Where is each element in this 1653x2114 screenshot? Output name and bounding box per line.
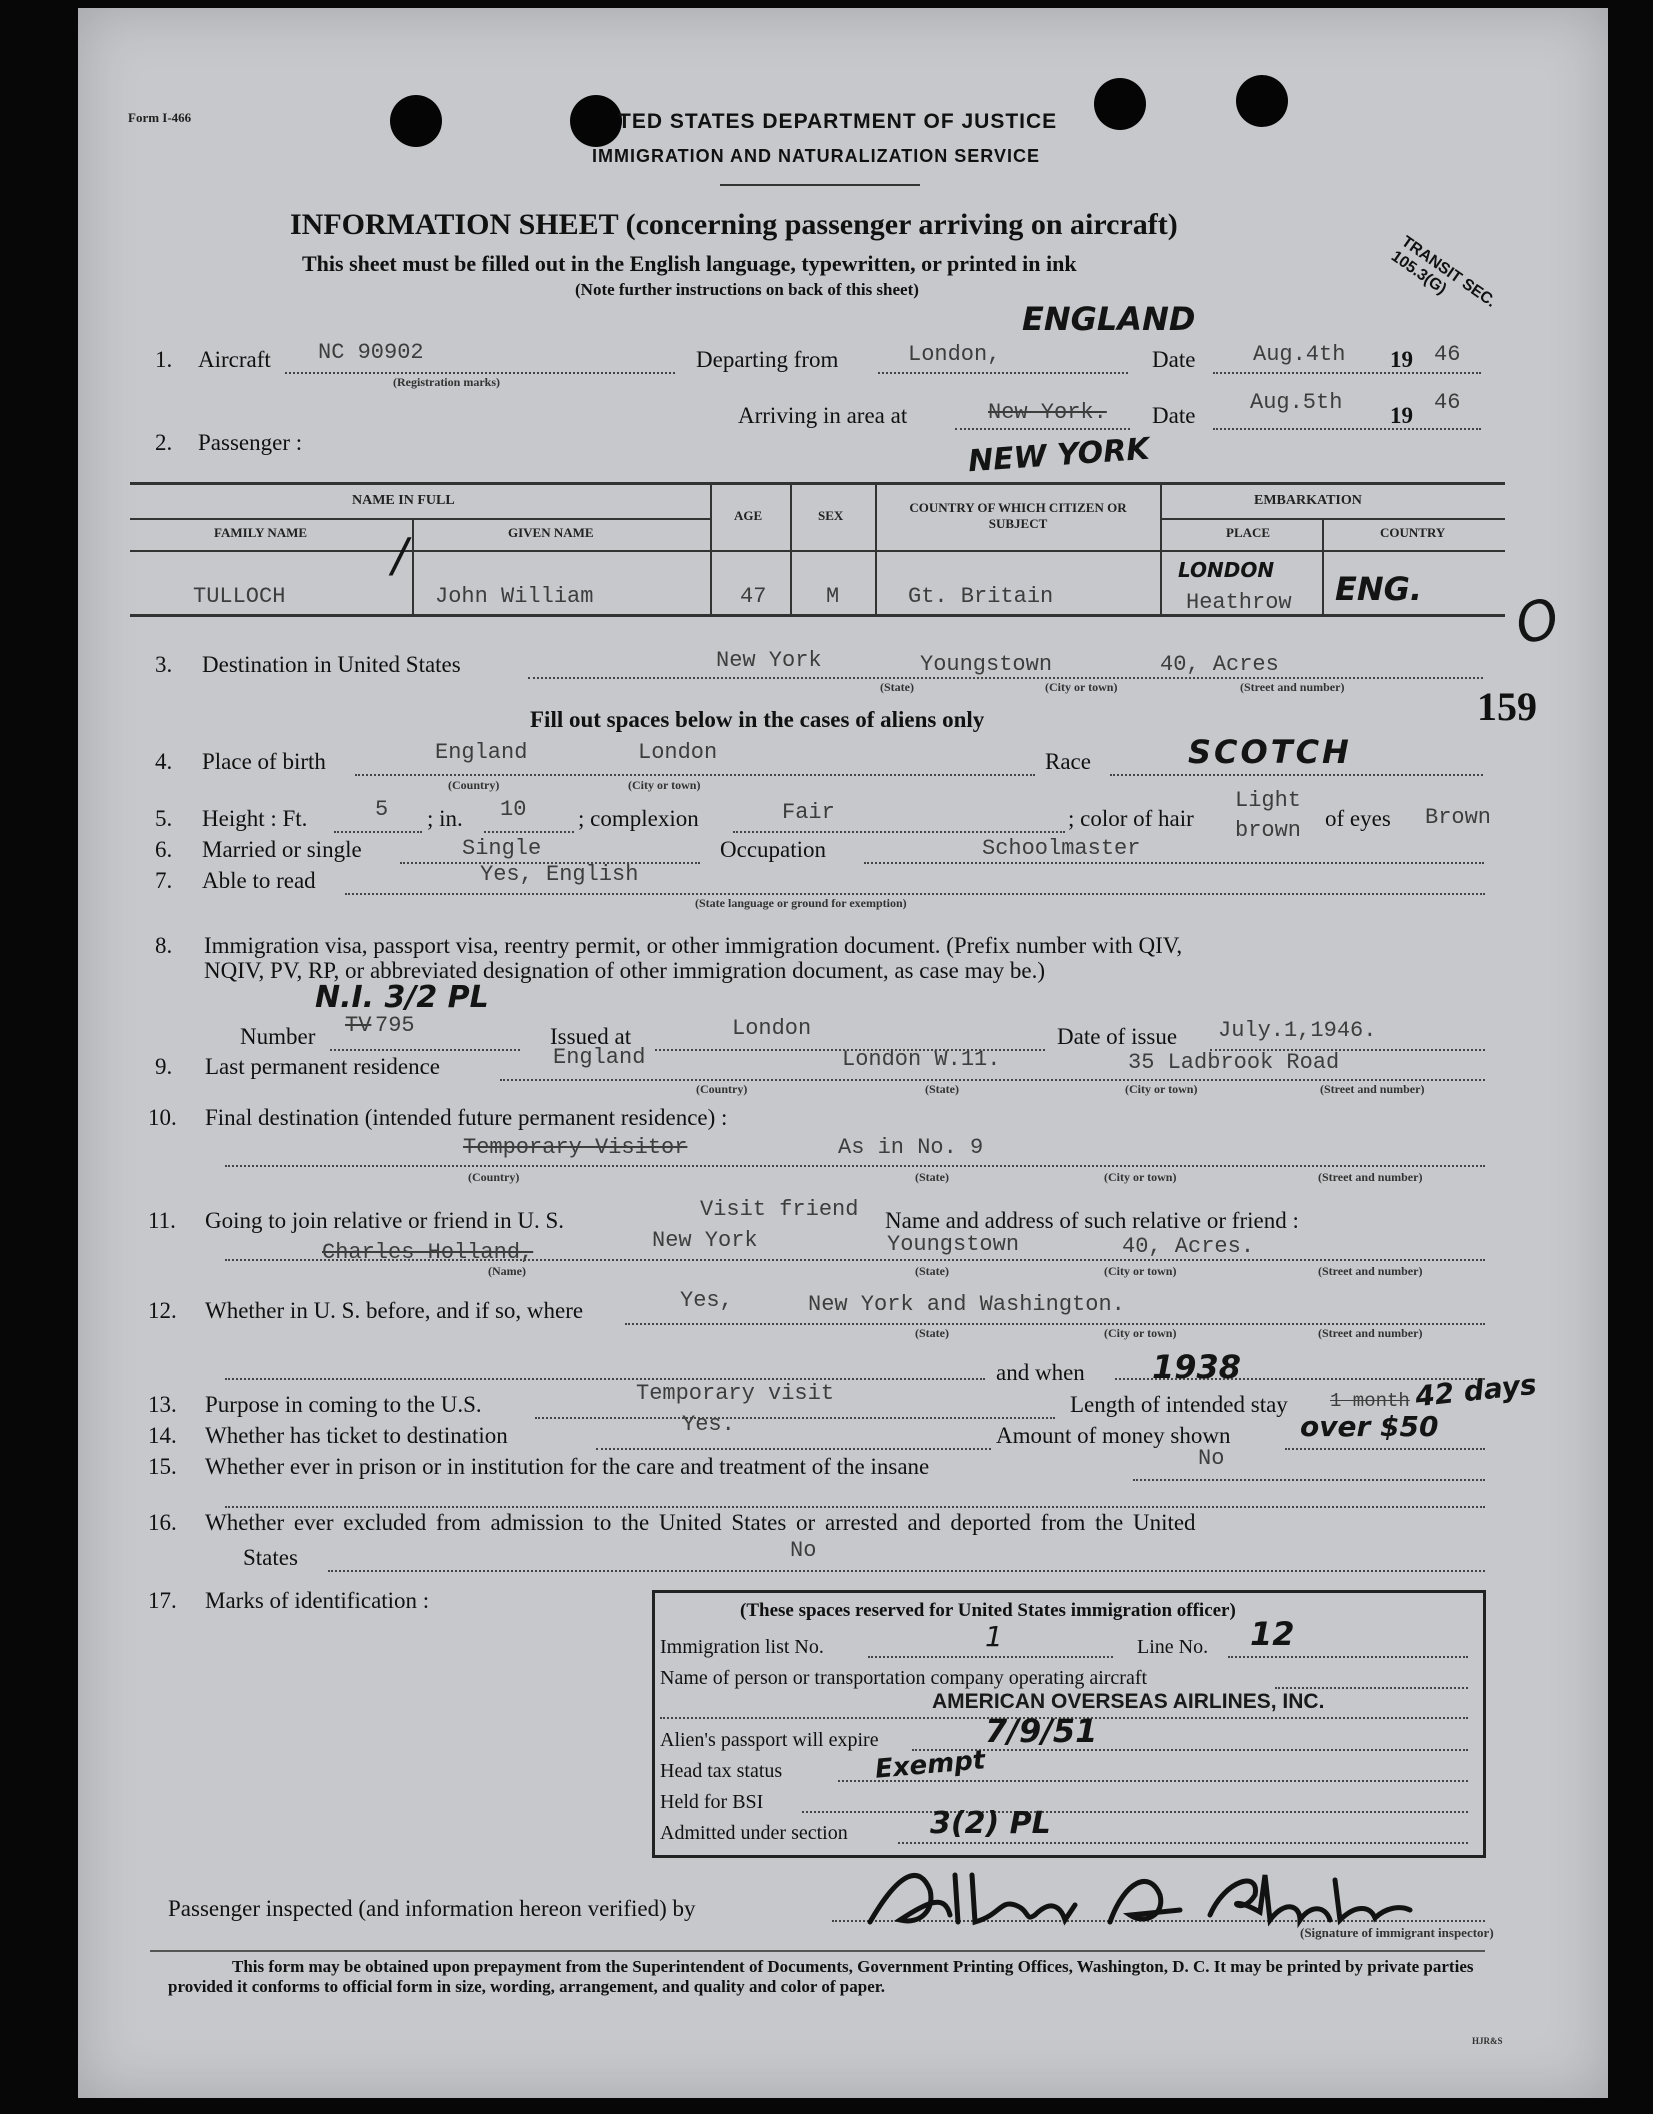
aircraft-label: Aircraft [198,347,271,372]
excluded-value: No [790,1538,817,1563]
doc-handwritten-note: N.I. 3/2 PL [315,980,489,1015]
embarkation-country-value: ENG. [1335,570,1423,608]
department-name: TED STATES DEPARTMENT OF JUSTICE [618,110,1058,133]
city-caption: (City or town) [1125,1082,1198,1096]
form-note: (Note further instructions on back of this sheet) [575,280,919,299]
doc-number-value: 795 [375,1013,415,1038]
service-name: IMMIGRATION AND NATURALIZATION SERVICE [592,146,1040,166]
hair-label: ; color of hair [1068,806,1194,831]
embarkation-header: EMBARKATION [1254,493,1362,508]
sex-header: SEX [818,508,844,523]
transit-stamp: TRANSIT SEC. 105.3(G) [1387,233,1500,311]
footer-text: This form may be obtained upon prepayment from the Superintendent of Documents, Government Printing Offices, Washington, D. C. It may be printed by private parties provided it conforms to official form in size, wording, arrangement, and quality and color of paper. [168,1957,1474,1996]
friend-street: 40, Acres. [1122,1234,1255,1259]
final-destination-struck: Temporary Visitor [463,1135,688,1160]
state-caption: (State) [915,1264,949,1278]
section-value: 3(2) PL [930,1806,1051,1841]
registration-marks-caption: (Registration marks) [393,375,500,389]
arrival-year-value: 46 [1434,390,1461,415]
head-tax-value: Exempt [873,1745,987,1785]
city-caption: (City or town) [1104,1170,1177,1184]
embarkation-country-header: COUNTRY [1380,525,1446,540]
issue-date-label: Date of issue [1057,1024,1178,1049]
state-caption: (State) [925,1082,959,1096]
purpose-label: Purpose in coming to the U.S. [205,1392,482,1417]
money-value: over $50 [1300,1410,1439,1443]
complexion-label: ; complexion [578,806,699,831]
been-before-label: Whether in U. S. before, and if so, where [205,1298,584,1323]
company-label: Name of person or transportation company operating aircraft [660,1667,1148,1689]
state-caption: (State) [915,1170,949,1184]
been-before-value: Yes, [680,1288,733,1313]
given-name-value: John William [435,584,594,609]
departure-year-value: 46 [1434,342,1461,367]
language-caption: (State language or ground for exemption) [695,896,907,910]
departing-value: London, [908,342,1001,367]
passenger-label: Passenger : [198,430,303,455]
marital-value: Single [462,836,542,861]
place-handwritten: LONDON [1178,558,1275,582]
q17-number: 17. [148,1588,177,1613]
city-caption: (City or town) [1045,680,1118,694]
punch-hole [1094,78,1146,130]
issue-date-value: July.1,1946. [1218,1018,1377,1043]
family-name-value: TULLOCH [193,584,286,609]
able-to-read-value: Yes, English [480,862,639,887]
ticket-label: Whether has ticket to destination [205,1423,508,1448]
bsi-label: Held for BSI [660,1791,764,1813]
residence-street: 35 Ladbrook Road [1128,1050,1340,1075]
inspected-label: Passenger inspected (and information hereon verified) by [168,1896,696,1921]
country-caption: (Country) [468,1170,520,1184]
form-subtitle: This sheet must be filled out in the English language, typewritten, or printed in ink [302,251,1077,276]
street-caption: (Street and number) [1240,680,1345,694]
list-number-value: 1 [985,1620,1003,1653]
line-number-value: 12 [1250,1615,1295,1653]
citizen-country-header: COUNTRY OF WHICH CITIZEN OR SUBJECT [909,500,1127,531]
q4-number: 4. [155,749,173,774]
doc-number-label: Number [240,1024,316,1049]
city-caption: (City or town) [1104,1326,1177,1340]
departure-date-label: Date [1152,347,1196,372]
place-value: Heathrow [1186,590,1292,615]
passport-expiry-value: 7/9/51 [985,1712,1098,1750]
arrival-date-label: Date [1152,403,1196,428]
street-caption: (Street and number) [1318,1326,1423,1340]
q6-number: 6. [155,837,173,862]
arrival-date-value: Aug.5th [1250,390,1343,415]
friend-city: Youngstown [887,1232,1020,1257]
height-label: Height : Ft. [202,806,308,831]
when-value: 1938 [1152,1348,1242,1386]
final-destination-value: As in No. 9 [838,1135,984,1160]
city-caption: (City or town) [1104,1264,1177,1278]
able-to-read-label: Able to read [202,868,316,893]
q14-number: 14. [148,1423,177,1448]
been-before-where: New York and Washington. [808,1292,1125,1317]
residence-label: Last permanent residence [205,1054,440,1079]
destination-city: Youngstown [920,652,1053,677]
line-number-label: Line No. [1137,1636,1209,1658]
footer-code: HJR&S [1472,2036,1503,2046]
departing-label: Departing from [696,347,839,372]
arrival-year-prefix: 19 [1390,403,1413,428]
prison-value: No [1198,1446,1225,1471]
friend-state: New York [652,1228,758,1253]
q16-number: 16. [148,1510,177,1535]
punch-hole [1236,75,1288,127]
eyes-label: of eyes [1325,806,1391,831]
aircraft-value: NC 90902 [318,340,424,365]
list-number-label: Immigration list No. [660,1636,824,1658]
passport-expiry-label: Alien's passport will expire [660,1729,879,1751]
arriving-value: New York. [988,400,1107,425]
state-caption: (State) [880,680,914,694]
side-number: 159 [1477,684,1537,729]
ticket-value: Yes. [682,1412,735,1437]
form-title: INFORMATION SHEET (concerning passenger arriving on aircraft) [290,208,1178,241]
join-friend-value: Visit friend [700,1197,859,1222]
arriving-label: Arriving in area at [738,403,908,428]
given-name-header: GIVEN NAME [508,525,594,540]
q9-number: 9. [155,1054,173,1079]
marital-label: Married or single [202,837,362,862]
arriving-handwritten: NEW YORK [967,431,1151,480]
issued-at-value: London [732,1016,812,1041]
residence-state: London W.11. [842,1047,1001,1072]
stay-label: Length of intended stay [1070,1392,1288,1417]
country-caption: (Country) [696,1082,748,1096]
height-feet: 5 [375,797,389,822]
punch-hole [390,95,442,147]
occupation-value: Schoolmaster [982,836,1141,861]
hair-value-line2: brown [1235,818,1302,843]
age-value: 47 [740,584,767,609]
section-label: Admitted under section [660,1822,848,1844]
age-header: AGE [734,508,763,523]
inches-label: ; in. [427,806,463,831]
stay-struck: 1 month [1330,1390,1410,1412]
race-value: SCOTCH [1188,733,1352,771]
q8-number: 8. [155,933,173,958]
form-number: Form I-466 [128,110,192,125]
q12-number: 12. [148,1298,177,1323]
q15-number: 15. [148,1454,177,1479]
eyes-value: Brown [1425,805,1492,830]
friend-name: Charles Holland, [322,1240,534,1265]
family-name-header: FAMILY NAME [214,525,308,540]
street-caption: (Street and number) [1318,1264,1423,1278]
destination-state: New York [716,648,822,673]
excluded-label: Whether ever excluded from admission to the United States or arrested and deported from the United [205,1510,1196,1535]
hair-value-line1: Light [1235,788,1302,813]
departure-date-value: Aug.4th [1253,342,1346,367]
officer-box-heading: (These spaces reserved for United States immigration officer) [740,1600,1236,1621]
friend-name-label: Name and address of such relative or friend : [885,1208,1299,1233]
q11-number: 11. [148,1208,176,1233]
birthplace-label: Place of birth [202,749,326,774]
excluded-label-2: States [243,1545,298,1570]
final-destination-label: Final destination (intended future permanent residence) : [205,1105,728,1130]
company-value: AMERICAN OVERSEAS AIRLINES, INC. [932,1690,1325,1713]
destination-street: 40, Acres [1160,652,1279,677]
city-caption: (City or town) [628,778,701,792]
sex-value: M [826,584,840,609]
head-tax-label: Head tax status [660,1760,783,1782]
side-mark-o: O [1508,585,1566,658]
q3-number: 3. [155,652,173,677]
birth-country: England [435,740,528,765]
residence-country: England [553,1045,646,1070]
race-label: Race [1045,749,1091,774]
aliens-heading: Fill out spaces below in the cases of aliens only [530,707,985,732]
street-caption: (Street and number) [1320,1082,1425,1096]
q13-number: 13. [148,1392,177,1417]
name-caption: (Name) [488,1264,526,1278]
q2-number: 2. [155,430,173,455]
q10-number: 10. [148,1105,177,1130]
name-in-full-header: NAME IN FULL [352,493,455,508]
state-caption: (State) [915,1326,949,1340]
join-friend-label: Going to join relative or friend in U. S. [205,1208,564,1233]
height-inches: 10 [500,797,527,822]
signature-caption: (Signature of immigrant inspector) [1300,1925,1494,1940]
q7-number: 7. [155,868,173,893]
q1-number: 1. [155,347,173,372]
q5-number: 5. [155,806,173,831]
street-caption: (Street and number) [1318,1170,1423,1184]
doc-number-struck: TV [345,1013,372,1038]
when-label: and when [996,1360,1085,1385]
issued-at-label: Issued at [550,1024,632,1049]
citizen-value: Gt. Britain [908,584,1054,609]
destination-label: Destination in United States [202,652,461,677]
departing-handwritten: ENGLAND [1022,300,1196,338]
birth-city: London [638,740,718,765]
departure-year-prefix: 19 [1390,347,1413,372]
slash-mark: / [392,528,408,582]
identification-marks-label: Marks of identification : [205,1588,430,1613]
immigration-doc-text-1: Immigration visa, passport visa, reentry permit, or other immigration document. (Prefix number with QIV, [204,933,1183,958]
country-caption: (Country) [448,778,500,792]
purpose-value: Temporary visit [636,1381,835,1406]
stay-value: 42 days [1413,1367,1539,1414]
prison-label: Whether ever in prison or in institution for the care and treatment of the insane [205,1454,930,1479]
punch-hole [570,95,622,147]
immigration-doc-text-2: NQIV, PV, RP, or abbreviated designation of other immigration document, as case may be.) [204,958,1046,983]
money-label: Amount of money shown [996,1423,1231,1448]
occupation-label: Occupation [720,837,827,862]
place-header: PLACE [1226,525,1271,540]
complexion-value: Fair [782,800,835,825]
